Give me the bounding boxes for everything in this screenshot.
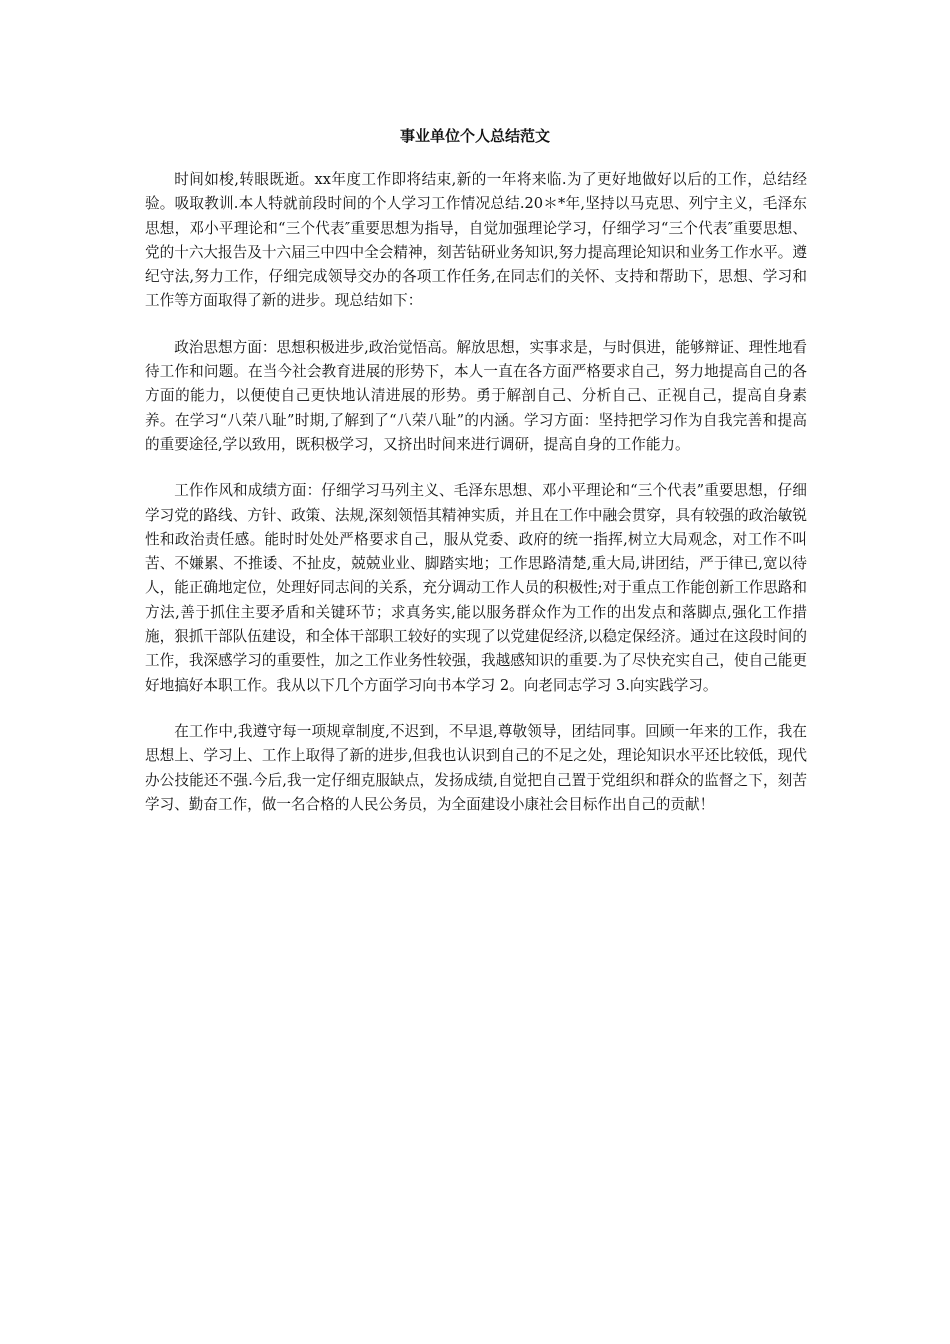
document-body [145, 168, 807, 839]
document-title: 事业单位个人总结范文 [399, 127, 550, 145]
paragraph-conclusion: 在工作中,我遵守每一项规章制度,不迟到，不早退,尊敬领导，团结同事。回顾一年来的工作，我在思想上、学习上、工作上取得了新的进步,但我也认识到自己的不足之处，理论知识水平还比较低，现代办公技能还不强.今后,我一定仔细克服缺点，发扬成绩,自觉把自己置于党组织和群众的监督之下，刻苦学习、勤奋工作，做一名合格的人民公务员，为全面建设小康社会目标作出自己的贡献！ [145, 722, 807, 813]
paragraph-intro: 时间如梭,转眼既逝。xx年度工作即将结束,新的一年将来临.为了更好地做好以后的工作，总结经验。吸取教训.本人特就前段时间的个人学习工作情况总结.20＊*年,坚持以马克思、列宁主义，毛泽东思想，邓小平理论和“三个代表″重要思想为指导，自觉加强理论学习，仔细学习“三个代表″重要思想、党的十六大报告及十六届三中四中全会精神，刻苦钻研业务知识,努力提高理论知识和业务工作水平。遵纪守法,努力工作，仔细完成领导交办的各项工作任务,在同志们的关怀、支持和帮助下，思想、学习和工作等方面取得了新的进步。现总结如下： [145, 171, 807, 310]
paragraph-political-thought: 政治思想方面：思想积极进步,政治觉悟高。解放思想，实事求是，与时俱进，能够辩证、理性地看待工作和问题。在当今社会教育进展的形势下，本人一直在各方面严格要求自己，努力地提高自己的各方面的能力，以便使自己更快地认清进展的形势。勇于解剖自己、分析自己、正视自己，提高自身素养。在学习“八荣八耻”时期,了解到了“八荣八耻”的内涵。学习方面：坚持把学习作为自我完善和提高的重要途径,学以致用，既积极学习，又挤出时间来进行调研，提高自身的工作能力。 [145, 338, 807, 453]
paragraph-work-style: 工作作风和成绩方面：仔细学习马列主义、毛泽东思想、邓小平理论和“三个代表”重要思想，仔细学习党的路线、方针、政策、法规,深刻领悟其精神实质，并且在工作中融会贯穿，具有较强的政治敏锐性和政治责任感。能时时处处严格要求自己，服从党委、政府的统一指挥,树立大局观念，对工作不叫苦、不嫌累、不推诿、不扯皮，兢兢业业、脚踏实地；工作思路清楚,重大局,讲团结，严于律已,宽以待人，能正确地定位，处理好同志间的关系，充分调动工作人员的积极性;对于重点工作能创新工作思路和方法,善于抓住主要矛盾和关键环节；求真务实,能以服务群众作为工作的出发点和落脚点,强化工作措施，狠抓干部队伍建设，和全体干部职工较好的实现了以党建促经济,以稳定保经济。通过在这段时间的工作，我深感学习的重要性，加之工作业务性较强，我越感知识的重要.为了尽快充实自己，使自己能更好地搞好本职工作。我从以下几个方面学习向书本学习 2。向老同志学习 3.向实践学习。 [145, 482, 807, 694]
